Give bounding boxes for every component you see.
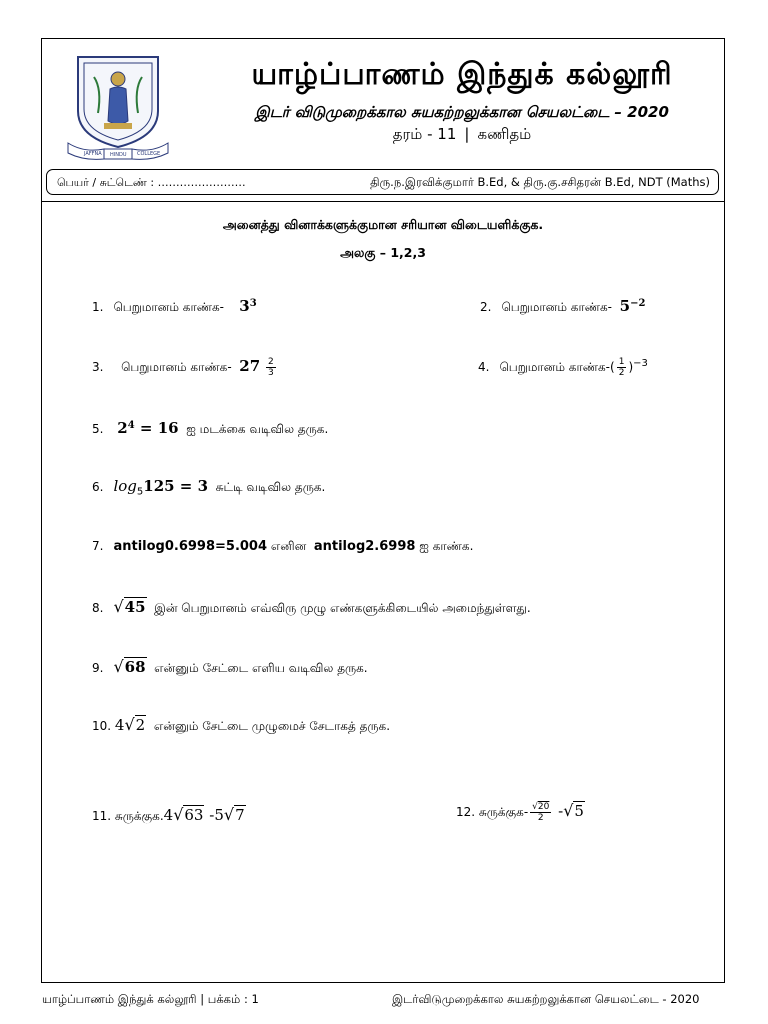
- svg-text:COLLEGE: COLLEGE: [137, 151, 161, 157]
- base-fraction: $\frac{1}{2}$: [618, 357, 625, 378]
- grade-subject-line: [202, 125, 722, 145]
- question-9: 9. √68 என்னும் சேட்டை எளிய வடிவில தருக.: [92, 657, 368, 676]
- radical-fraction: $\frac{√20}{2}$: [532, 802, 550, 823]
- square-root: √2: [124, 715, 146, 734]
- worksheet-subtitle: இடர் விடுமுறைக்கால சுயகற்றலுக்கான செயலட்டை – 2020: [255, 103, 669, 121]
- name-bar: [46, 169, 719, 195]
- question-3: 3. பெறுமானம் காண்க- 27 $\frac{2}{3}$: [92, 357, 274, 378]
- square-root: √63: [173, 805, 204, 824]
- header: [42, 39, 724, 165]
- square-root: √68: [113, 657, 146, 676]
- question-8: 8. √45 இன் பெறுமானம் எவ்விரு முழு எண்களுக்கிடையில் அமைந்துள்ளது.: [92, 597, 531, 616]
- question-12: 12. சுருக்குக- $\frac{√20}{2}$ -√5: [456, 801, 584, 823]
- student-name-field[interactable]: பெயர் / சுட்டெண் : ……………………: [57, 176, 246, 189]
- question-1: 1. பெறுமானம் காண்க- $3^3$: [92, 297, 257, 315]
- subject: கணிதம்: [477, 125, 532, 143]
- units-line: அலகு – 1,2,3: [340, 245, 426, 260]
- question-5: 5. $2^4 = 16$ ஐ மடக்கை வடிவில தருக.: [92, 419, 329, 437]
- svg-text:HINDU: HINDU: [110, 152, 127, 158]
- grade: தரம் - 11: [392, 125, 457, 143]
- divider: [42, 201, 724, 202]
- teachers-credit: திரு.ந.இரவிக்குமார் B.Ed, & திரு.கு.சசிதரன் B.Ed, NDT (Maths): [370, 175, 710, 189]
- school-name: யாழ்ப்பாணம் இந்துக் கல்லூரி: [251, 57, 673, 92]
- question-2: 2. பெறுமானம் காண்க- $5^{-2}$: [480, 297, 646, 315]
- footer-right: இடர்விடுமுறைக்கால சுயகற்றலுக்கான செயலட்டை - 2020: [392, 992, 700, 1006]
- svg-text:JAFFNA: JAFFNA: [84, 151, 102, 157]
- square-root: √5: [563, 801, 584, 820]
- footer-left: யாழ்ப்பாணம் இந்துக் கல்லூரி | பக்கம் : 1: [42, 992, 259, 1006]
- square-root: √7: [223, 805, 245, 824]
- square-root: √45: [113, 597, 146, 616]
- question-10: 10. 4√2 என்னும் சேட்டை முழுமைச் சேடாகத் தருக.: [92, 715, 391, 734]
- question-11: 11. சுருக்குக.4√63 -5√7: [92, 805, 245, 824]
- college-crest-logo: [64, 49, 172, 161]
- question-4: 4. பெறுமானம் காண்க-( $\frac{1}{2}$ )$^{-3}$: [478, 357, 648, 378]
- exponent-fraction: $\frac{2}{3}$: [268, 357, 274, 378]
- instructions: அனைத்து வினாக்களுக்குமான சரியான விடையளிக்குக.: [222, 217, 544, 232]
- question-6: 6. $\log_5125 = 3$ சுட்டி வடிவில தருக.: [92, 477, 326, 498]
- separator: |: [464, 125, 470, 143]
- worksheet-frame: [41, 38, 725, 983]
- question-7: 7. antilog0.6998=5.004 எனின antilog2.6998 ஐ காண்க.: [92, 539, 474, 554]
